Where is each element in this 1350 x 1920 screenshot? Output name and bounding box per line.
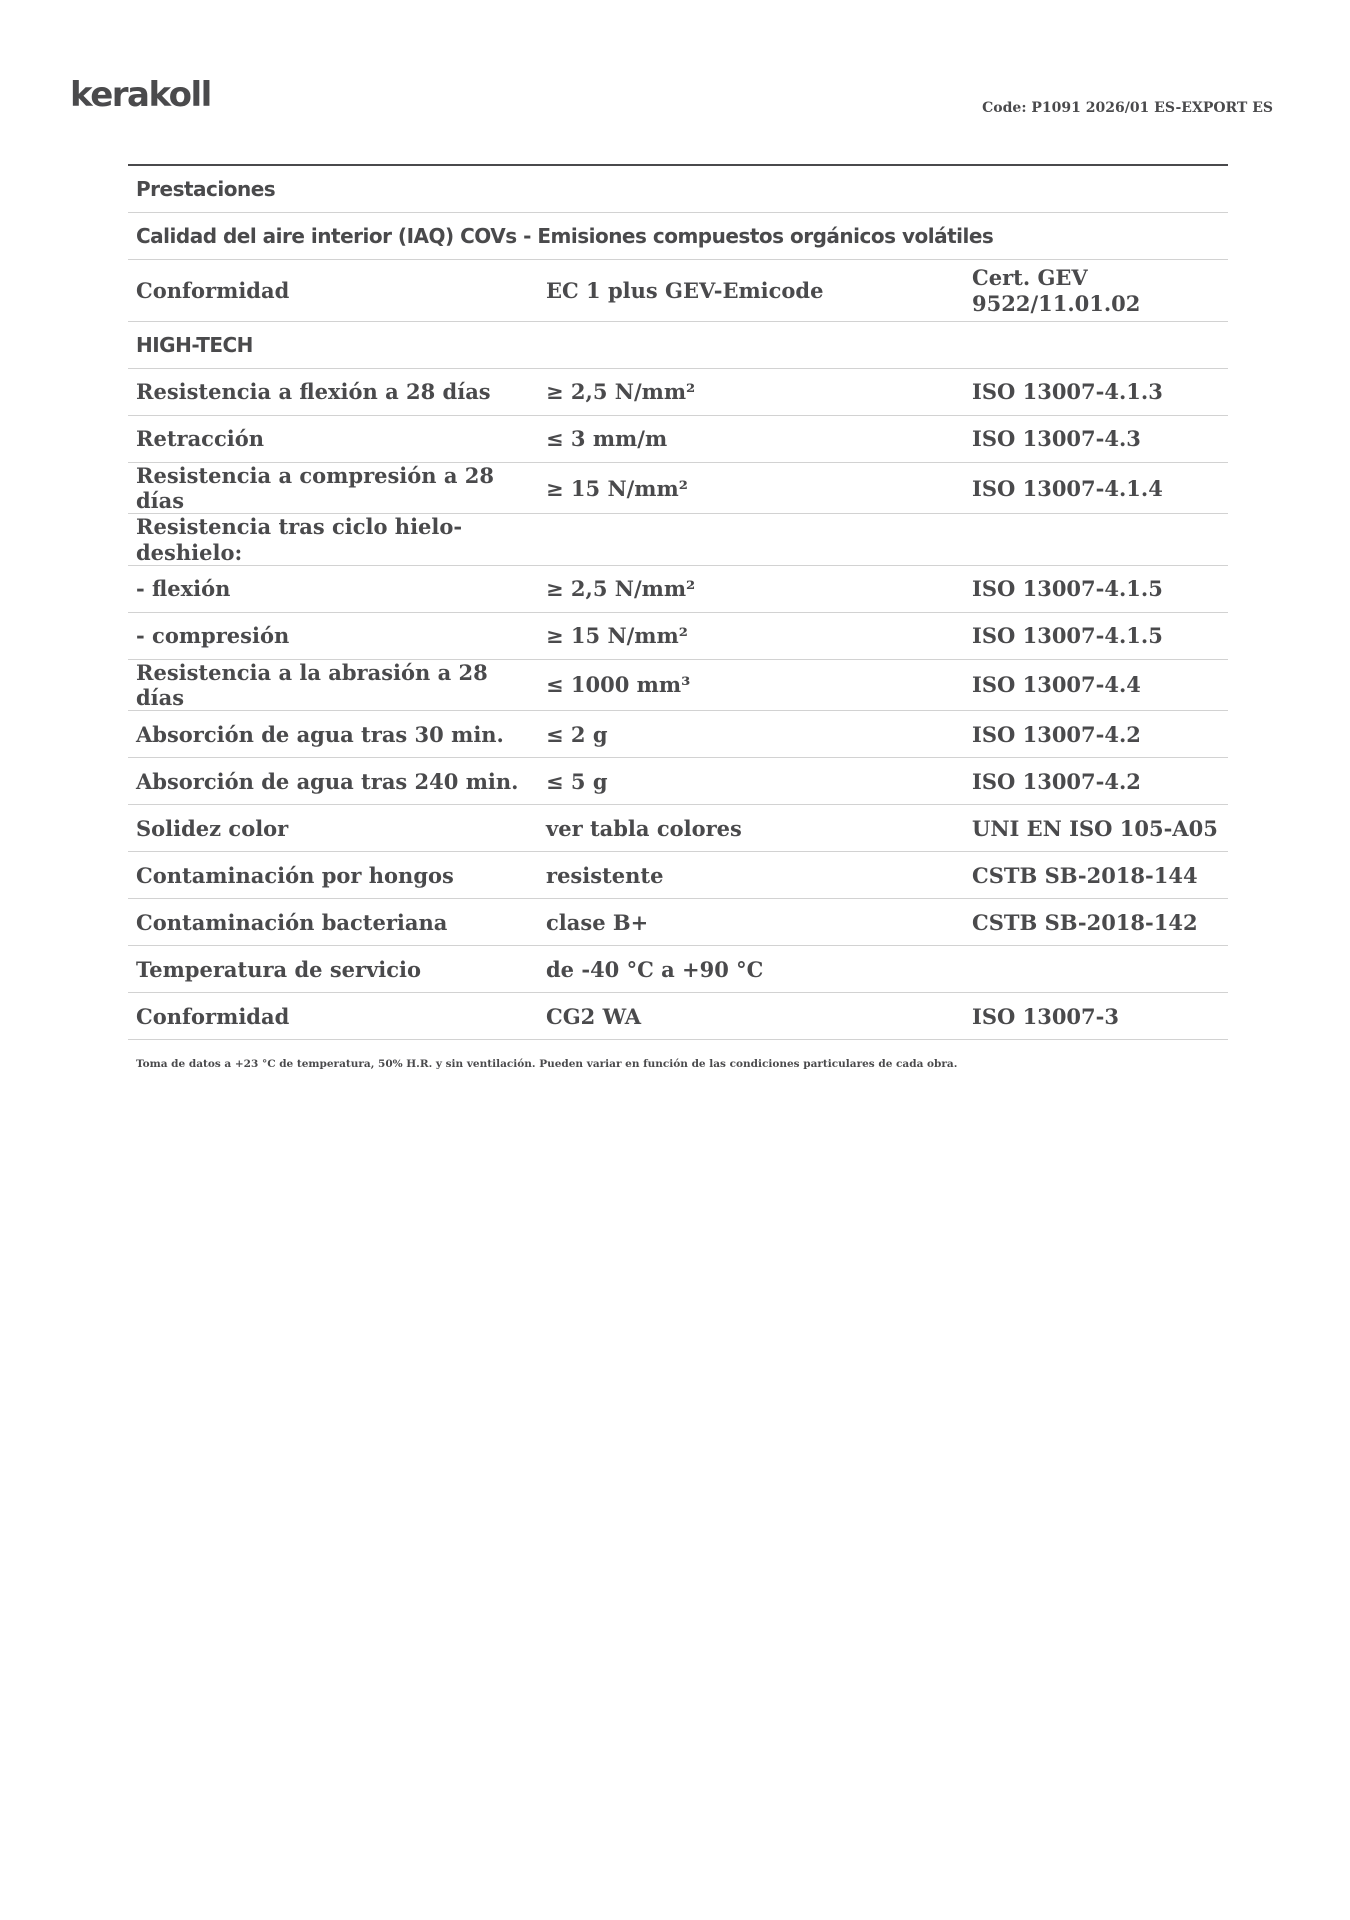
row-norm: ISO 13007-4.1.5: [972, 623, 1163, 649]
row-norm: ISO 13007-4.1.3: [972, 379, 1163, 405]
row-value: ≥ 2,5 N/mm²: [546, 576, 696, 602]
row-label: Resistencia a flexión a 28 días: [136, 379, 491, 405]
section-title-row: [128, 166, 1228, 213]
table-row: [128, 993, 1228, 1040]
row-norm: ISO 13007-3: [972, 1003, 1119, 1029]
brand-logo: kerakoll: [70, 75, 211, 115]
row-value: ≤ 1000 mm³: [546, 672, 691, 698]
row-label: Contaminación bacteriana: [136, 909, 448, 935]
iaq-title-row: [128, 213, 1228, 260]
row-label: Absorción de agua tras 30 min.: [136, 721, 504, 747]
row-label: Absorción de agua tras 240 min.: [136, 768, 519, 794]
row-value: clase B+: [546, 909, 649, 935]
row-norm: ISO 13007-4.2: [972, 768, 1141, 794]
table-row: [128, 566, 1228, 613]
table-footnote: Toma de datos a +23 °C de temperatura, 50% H.R. y sin ventilación. Pueden variar en función de las condiciones particulares de cada obra.: [136, 1058, 958, 1071]
row-norm: CSTB SB-2018-142: [972, 909, 1198, 935]
row-norm: ISO 13007-4.2: [972, 721, 1141, 747]
row-value: de -40 °C a +90 °C: [546, 956, 764, 982]
row-label: - flexión: [136, 576, 231, 602]
table-row: [128, 758, 1228, 805]
table-row: [128, 463, 1228, 514]
row-norm: ISO 13007-4.1.4: [972, 475, 1163, 501]
row-label: Resistencia a compresión a 28 días: [136, 463, 495, 514]
row-label: Temperatura de servicio: [136, 956, 422, 982]
table-row: [128, 416, 1228, 463]
table-row: [128, 711, 1228, 758]
iaq-data-row: [128, 260, 1228, 322]
row-label: Conformidad: [136, 1003, 290, 1029]
section-title: Prestaciones: [136, 177, 276, 201]
row-value: ≤ 3 mm/m: [546, 426, 668, 452]
row-value: ver tabla colores: [546, 815, 742, 841]
row-label: Retracción: [136, 426, 265, 452]
row-label: - compresión: [136, 623, 290, 649]
table-row: [128, 852, 1228, 899]
hightech-title: HIGH-TECH: [136, 333, 253, 357]
table-row: [128, 660, 1228, 711]
performance-table: [128, 164, 1228, 1070]
row-value: ≥ 2,5 N/mm²: [546, 379, 696, 405]
row-label: Conformidad: [136, 277, 290, 303]
hightech-title-row: [128, 322, 1228, 369]
row-norm: UNI EN ISO 105-A05: [972, 815, 1218, 841]
row-norm: CSTB SB-2018-144: [972, 862, 1198, 888]
row-value: CG2 WA: [546, 1003, 642, 1029]
row-norm: ISO 13007-4.4: [972, 672, 1141, 698]
iaq-title: Calidad del aire interior (IAQ) COVs - Emisiones compuestos orgánicos volátiles: [136, 224, 994, 248]
table-row: [128, 369, 1228, 416]
table-row: [128, 899, 1228, 946]
row-norm: ISO 13007-4.1.5: [972, 576, 1163, 602]
row-value: ≤ 5 g: [546, 768, 608, 794]
row-value: EC 1 plus GEV-Emicode: [546, 277, 824, 303]
row-norm: Cert. GEV 9522/11.01.02: [972, 265, 1141, 316]
row-label: Contaminación por hongos: [136, 862, 454, 888]
row-label: Solidez color: [136, 815, 289, 841]
table-row: [128, 946, 1228, 993]
row-value: ≥ 15 N/mm²: [546, 623, 688, 649]
row-norm: ISO 13007-4.3: [972, 426, 1141, 452]
row-value: ≥ 15 N/mm²: [546, 475, 688, 501]
table-row: [128, 514, 1228, 565]
table-row: [128, 613, 1228, 660]
document-code: Code: P1091 2026/01 ES-EXPORT ES: [982, 100, 1273, 116]
row-label: Resistencia tras ciclo hielo-deshielo:: [136, 514, 463, 565]
row-value: ≤ 2 g: [546, 721, 608, 747]
row-value: resistente: [546, 862, 664, 888]
row-label: Resistencia a la abrasión a 28 días: [136, 659, 488, 710]
table-row: [128, 805, 1228, 852]
